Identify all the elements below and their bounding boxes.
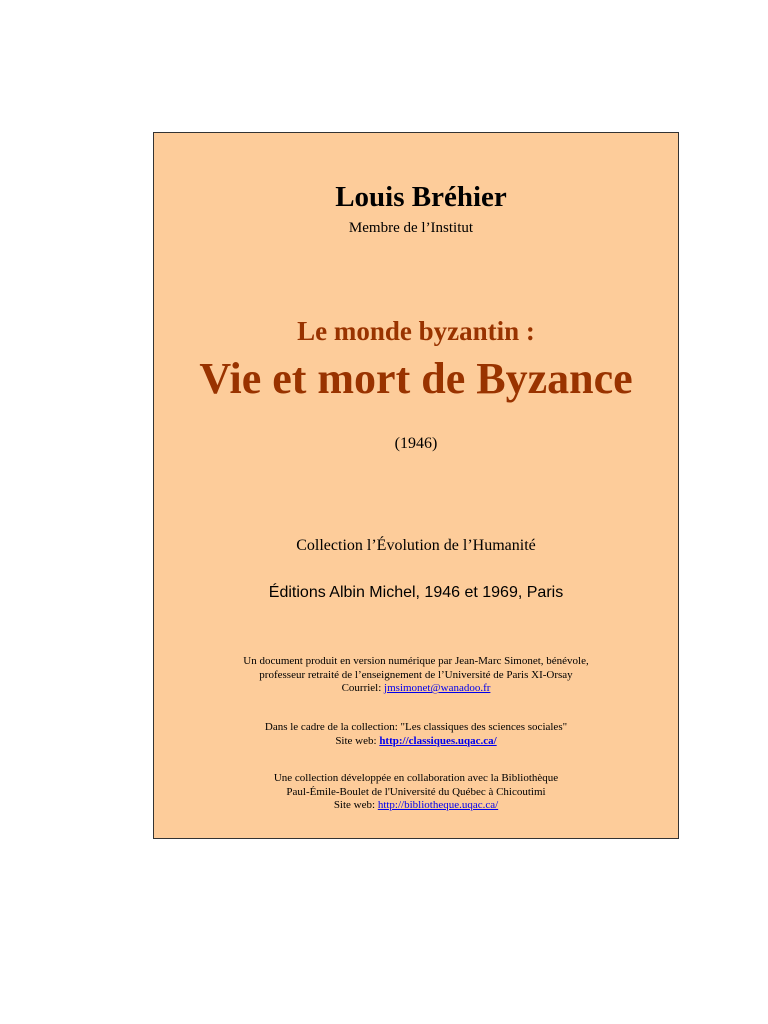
bibliotheque-site-link[interactable]: http://bibliotheque.uqac.ca/ xyxy=(377,799,499,811)
bibliotheque-block xyxy=(154,772,678,813)
bibliotheque-site-line xyxy=(154,799,678,813)
credits-email-line xyxy=(154,682,678,696)
author-affiliation: Membre de l’Institut xyxy=(348,220,474,236)
site-label: Site web: xyxy=(333,799,378,811)
credits-block xyxy=(154,655,678,696)
bibliotheque-line-2: Paul-Émile-Boulet de l'Université du Québec à Chicoutimi xyxy=(286,785,546,798)
book-subtitle: Le monde byzantin : xyxy=(297,316,535,346)
publication-year: (1946) xyxy=(394,435,438,452)
site-label: Site web: xyxy=(335,734,380,747)
email-label: Courriel: xyxy=(341,682,385,694)
cover-page xyxy=(153,132,679,839)
classiques-site-line xyxy=(154,735,678,749)
bibliotheque-line-1: Une collection développée en collaboration avec la Bibliothèque xyxy=(273,772,559,784)
book-title: Vie et mort de Byzance xyxy=(199,354,633,403)
credits-line-1: Un document produit en version numérique par Jean-Marc Simonet, bénévole, xyxy=(243,655,589,667)
credits-line-2: professeur retraité de l’enseignement de l’Université de Paris XI-Orsay xyxy=(259,668,573,681)
author-name: Louis Bréhier xyxy=(335,181,507,213)
collection-name: Collection l’Évolution de l’Humanité xyxy=(296,537,536,554)
email-link[interactable]: jmsimonet@wanadoo.fr xyxy=(384,682,491,694)
classiques-site-link[interactable]: http://classiques.uqac.ca/ xyxy=(379,734,497,747)
publisher-info: Éditions Albin Michel, 1946 et 1969, Paris xyxy=(268,584,564,601)
classiques-block xyxy=(154,721,678,748)
classiques-line-1: Dans le cadre de la collection: "Les classiques des sciences sociales" xyxy=(264,721,568,733)
